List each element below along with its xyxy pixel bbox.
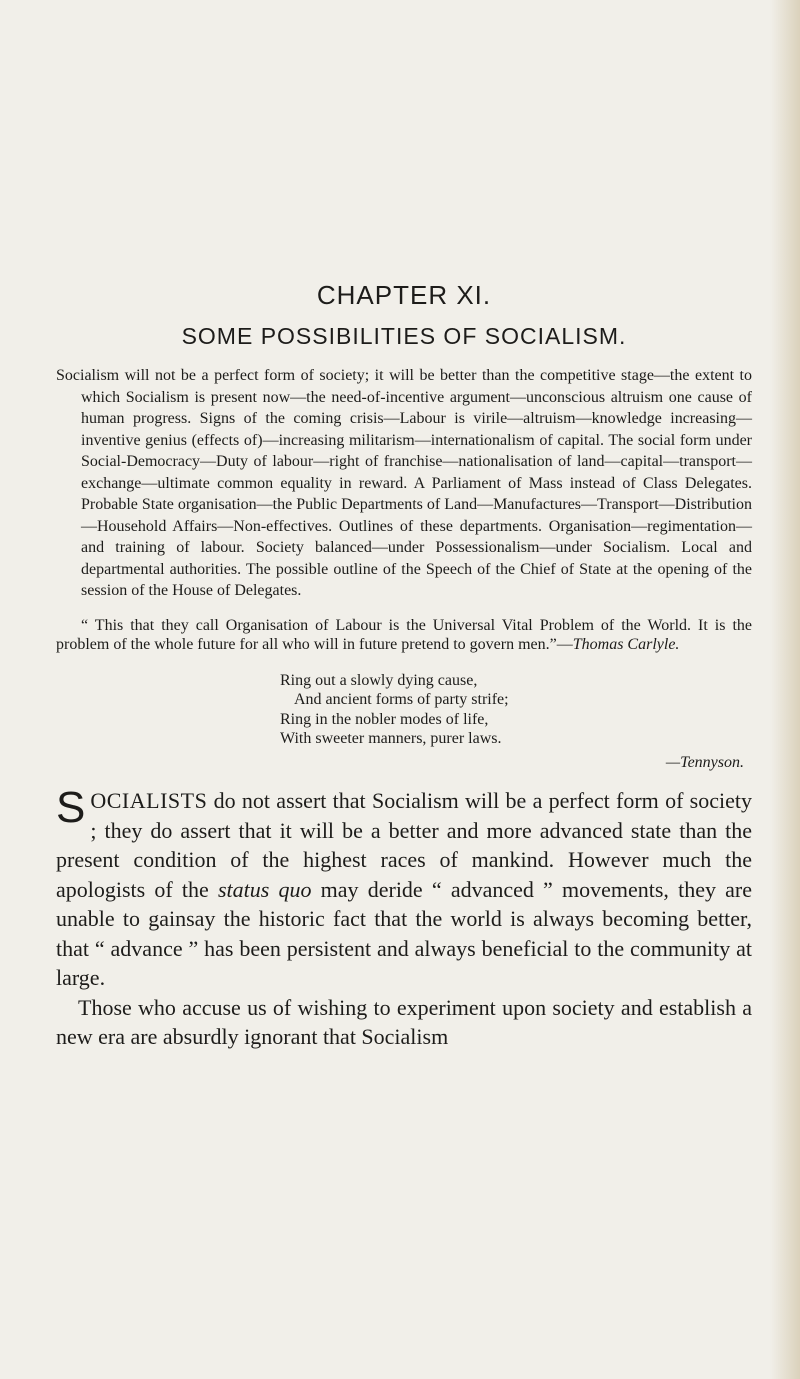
page-edge-shadow — [770, 0, 800, 1379]
verse-epigraph — [280, 671, 752, 773]
body-paragraph-2: Those who accuse us of wishing to experiment upon society and establish a new era are absurdly ignorant that Socialism — [56, 994, 752, 1049]
chapter-number: CHAPTER XI. — [316, 280, 492, 310]
paragraph-text: may deride “ advanced ” movements, they are unable to gainsay the historic fact that the world is always becoming better, that “ advance ” has been persistent and always beneficial to the community at large. — [56, 876, 752, 990]
chapter-synopsis: Socialism will not be a perfect form of society; it will be better than the competitive stage—the extent to which Socialism is present now—the need-of-incentive argument—unconscious altruism one cause of human progress. Signs of the coming crisis—Labour is virile—altruism—knowledge increasing—inventive genius (effects of)—increasing militarism—internationalism of capital. The social form under Social-Democracy—Duty of labour—right of franchise—nationalisation of land—capital—transport—exchange—ultimate common equality in reward. A Parliament of Mass instead of Class Delegates. Probable State organisation—the Public Departments of Land—Manufactures—Transport—Distribution—Household Affairs—Non-effectives. Outlines of these departments. Organisation—regimentation—and training of labour. Society balanced—under Possessionalism—under Socialism. Local and departmental authorities. The possible outline of the Speech of the Chief of State at the opening of the session of the House of Delegates. — [56, 367, 752, 599]
verse-author: —Tennyson. — [665, 753, 744, 771]
epigraph-text: “ This that they call Organisation of Labour is the Universal Vital Problem of the World. It is the problem of the whole future for all who will in future pretend to govern men.”— — [56, 616, 752, 653]
chapter-title: SOME POSSIBILITIES OF SOCIALISM. — [181, 323, 627, 349]
verse-line: And ancient forms of party strife; — [294, 691, 509, 708]
book-page — [56, 280, 752, 1052]
drop-cap: S — [56, 783, 86, 832]
italic-phrase: status quo — [217, 876, 312, 902]
paragraph-text: do not assert that Socialism will be a perfect form of society ; they do assert that it will be a better and more advanced state than the present condition of the highest races of mankind. However much the apologists of the — [56, 788, 752, 902]
verse-line: Ring in the nobler modes of life, — [280, 710, 489, 728]
verse-line: Ring out a slowly dying cause, — [280, 671, 478, 689]
epigraph-author: Thomas Carlyle. — [572, 636, 680, 653]
epigraph-quote — [56, 616, 752, 655]
body-paragraph-1 — [56, 783, 752, 993]
opening-word: OCIALISTS — [90, 788, 208, 813]
verse-line: With sweeter manners, purer laws. — [280, 730, 502, 747]
